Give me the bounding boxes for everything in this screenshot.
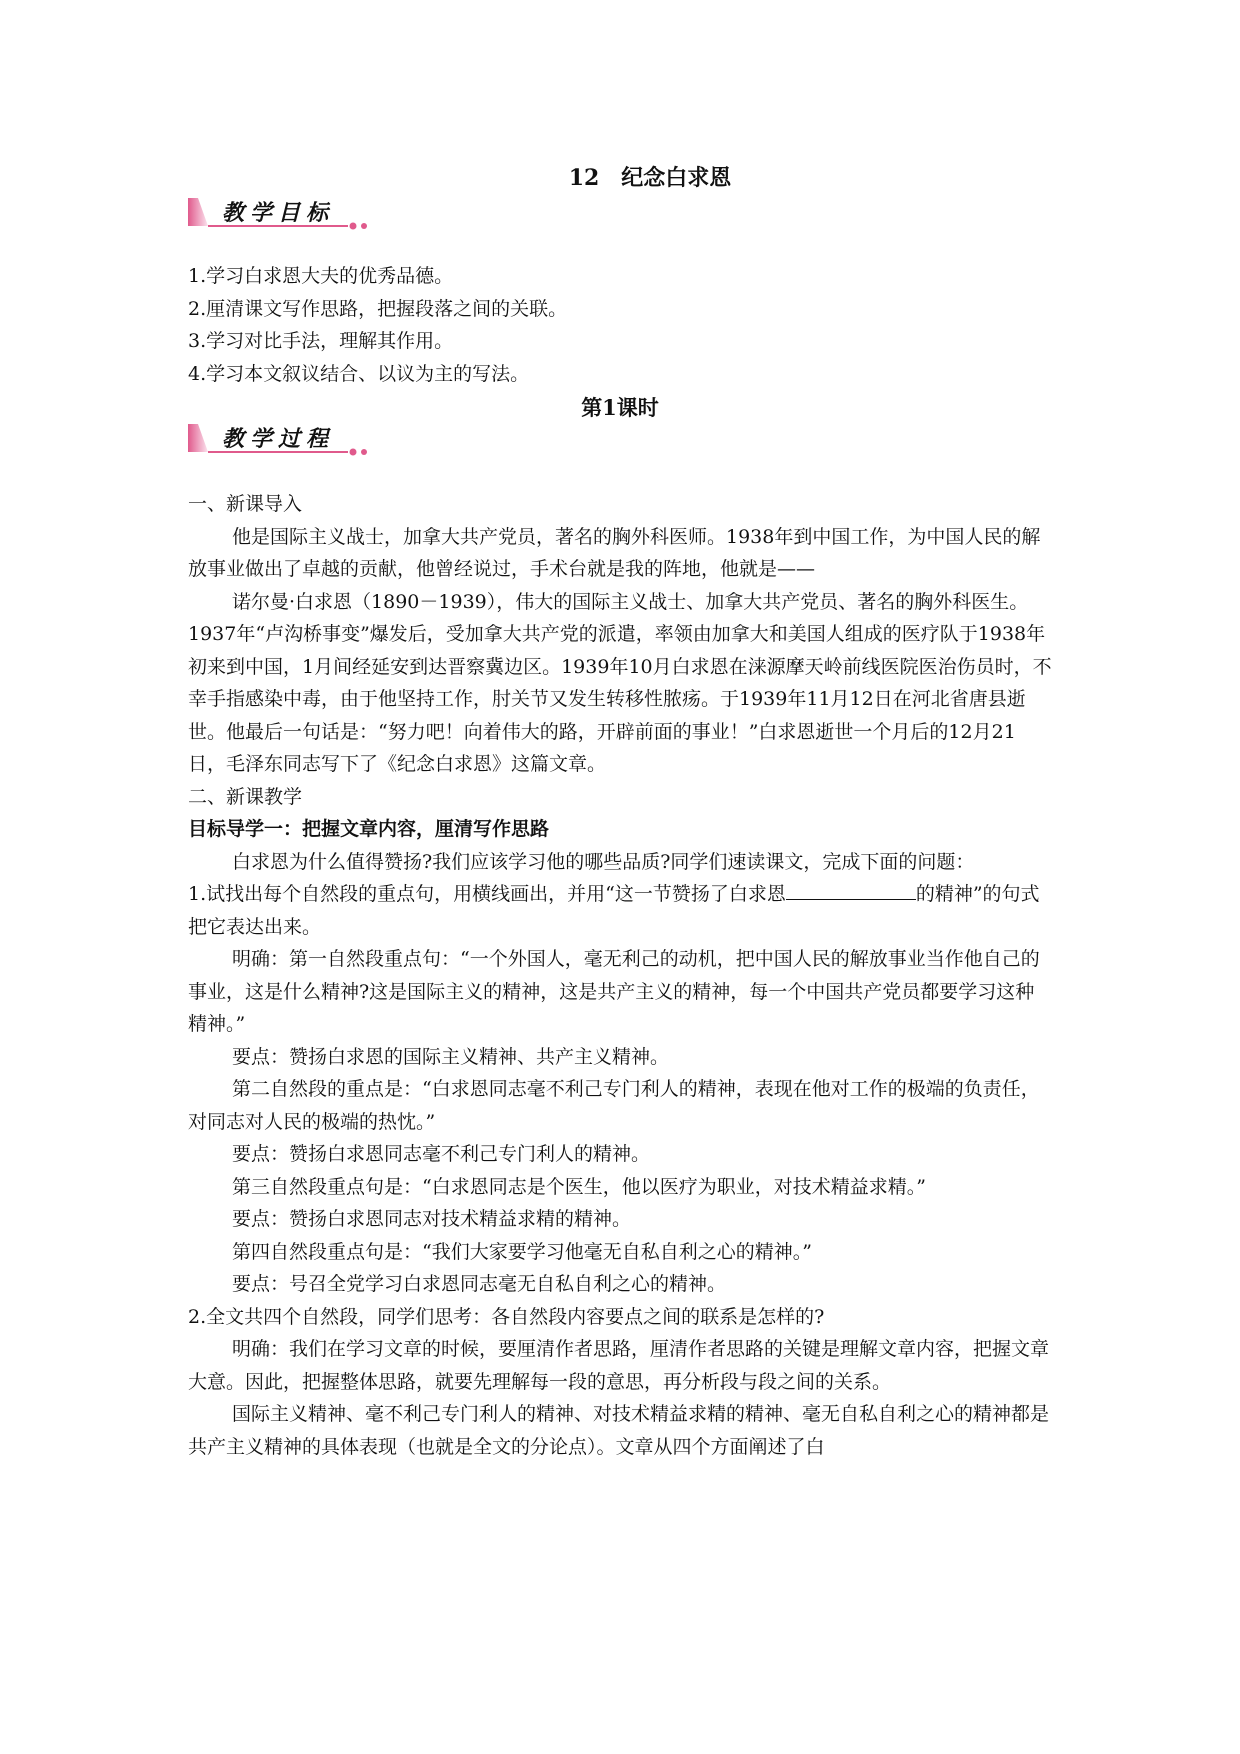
paragraph: 要点：号召全党学习白求恩同志毫无自私自利之心的精神。	[232, 1273, 727, 1295]
paragraph: 第四自然段重点句是：“我们大家要学习他毫无自私自利之心的精神。”	[232, 1240, 812, 1263]
question-1-tail: 的精神”的句式把它表达出来。	[188, 883, 1040, 938]
section-title-objectives: 教学目标	[222, 200, 335, 226]
paragraph: 第二自然段的重点是：“白求恩同志毫不利己专门利人的精神，表现在他对工作的极端的负责任，对同志对人民的极端的热忱。”	[188, 1078, 1040, 1133]
paragraph: 诺尔曼·白求恩（1890－1939），伟大的国际主义战士、加拿大共产党员、著名的胸外科医生。1937年“卢沟桥事变”爆发后，受加拿大共产党的派遣，率领由加拿大和美国人组成的医疗队于1938年初来到中国，1月间经延安到达晋察冀边区。1939年10月白求恩在涞源摩天岭前线医院医治伤员时，不幸手指感染中毒，由于他坚持工作，肘关节又发生转移性脓疡。于1939年11月12日在河北省唐县逝世。他最后一句话是：“努力吧！向着伟大的路，开辟前面的事业！”白求恩逝世一个月后的12月21日，毛泽东同志写下了《纪念白求恩》这篇文章。	[188, 590, 1052, 775]
paragraph: 白求恩为什么值得赞扬?我们应该学习他的哪些品质?同学们速读课文，完成下面的问题：	[232, 850, 975, 873]
goal-heading: 目标导学一：把握文章内容，厘清写作思路	[188, 818, 550, 840]
paragraph: 要点：赞扬白求恩同志毫不利己专门利人的精神。	[232, 1143, 651, 1165]
question-1-text: 1.试找出每个自然段的重点句，用横线画出，并用“这一节赞扬了白求恩	[188, 883, 786, 905]
section-title-process: 教学过程	[222, 426, 335, 452]
paragraph: 要点：赞扬白求恩同志对技术精益求精的精神。	[232, 1208, 632, 1230]
heading-intro: 一、新课导入	[188, 493, 303, 515]
answer-blank	[786, 879, 916, 900]
objective-item: 2.厘清课文写作思路，把握段落之间的关联。	[188, 297, 568, 320]
objective-item: 3.学习对比手法，理解其作用。	[188, 330, 454, 352]
question-1	[188, 878, 1052, 943]
objective-item: 1.学习白求恩大夫的优秀品德。	[188, 265, 454, 287]
paragraph: 要点：赞扬白求恩的国际主义精神、共产主义精神。	[232, 1045, 670, 1068]
paragraph: 第三自然段重点句是：“白求恩同志是个医生，他以医疗为职业，对技术精益求精。”	[232, 1175, 926, 1198]
paragraph: 国际主义精神、毫不利己专门利人的精神、对技术精益求精的精神、毫无自私自利之心的精神都是共产主义精神的具体表现（也就是全文的分论点）。文章从四个方面阐述了白	[188, 1403, 1050, 1458]
paragraph: 明确：第一自然段重点句：“一个外国人，毫无利己的动机，把中国人民的解放事业当作他自己的事业，这是什么精神?这是国际主义的精神，这是共产主义的精神，每一个中国共产党员都要学习这种精神。”	[188, 948, 1040, 1035]
objective-item: 4.学习本文叙议结合、以议为主的写法。	[188, 362, 530, 385]
lesson-title: 第1课时	[581, 395, 659, 420]
paragraph: 他是国际主义战士，加拿大共产党员，著名的胸外科医师。1938年到中国工作，为中国人民的解放事业做出了卓越的贡献，他曾经说过，手术台就是我的阵地，他就是——	[188, 525, 1041, 580]
paragraph: 明确：我们在学习文章的时候，要厘清作者思路，厘清作者思路的关键是理解文章内容，把握文章大意。因此，把握整体思路，就要先理解每一段的意思，再分析段与段之间的关系。	[188, 1338, 1050, 1393]
question-2: 2.全文共四个自然段，同学们思考：各自然段内容要点之间的联系是怎样的?	[188, 1305, 825, 1328]
main-body	[188, 488, 1052, 1463]
objectives-list	[188, 260, 1052, 425]
section-banner-objectives	[188, 192, 368, 232]
page-title: 12 纪念白求恩	[568, 165, 732, 191]
section-banner-process	[188, 418, 368, 458]
heading-teaching: 二、新课教学	[188, 785, 303, 808]
